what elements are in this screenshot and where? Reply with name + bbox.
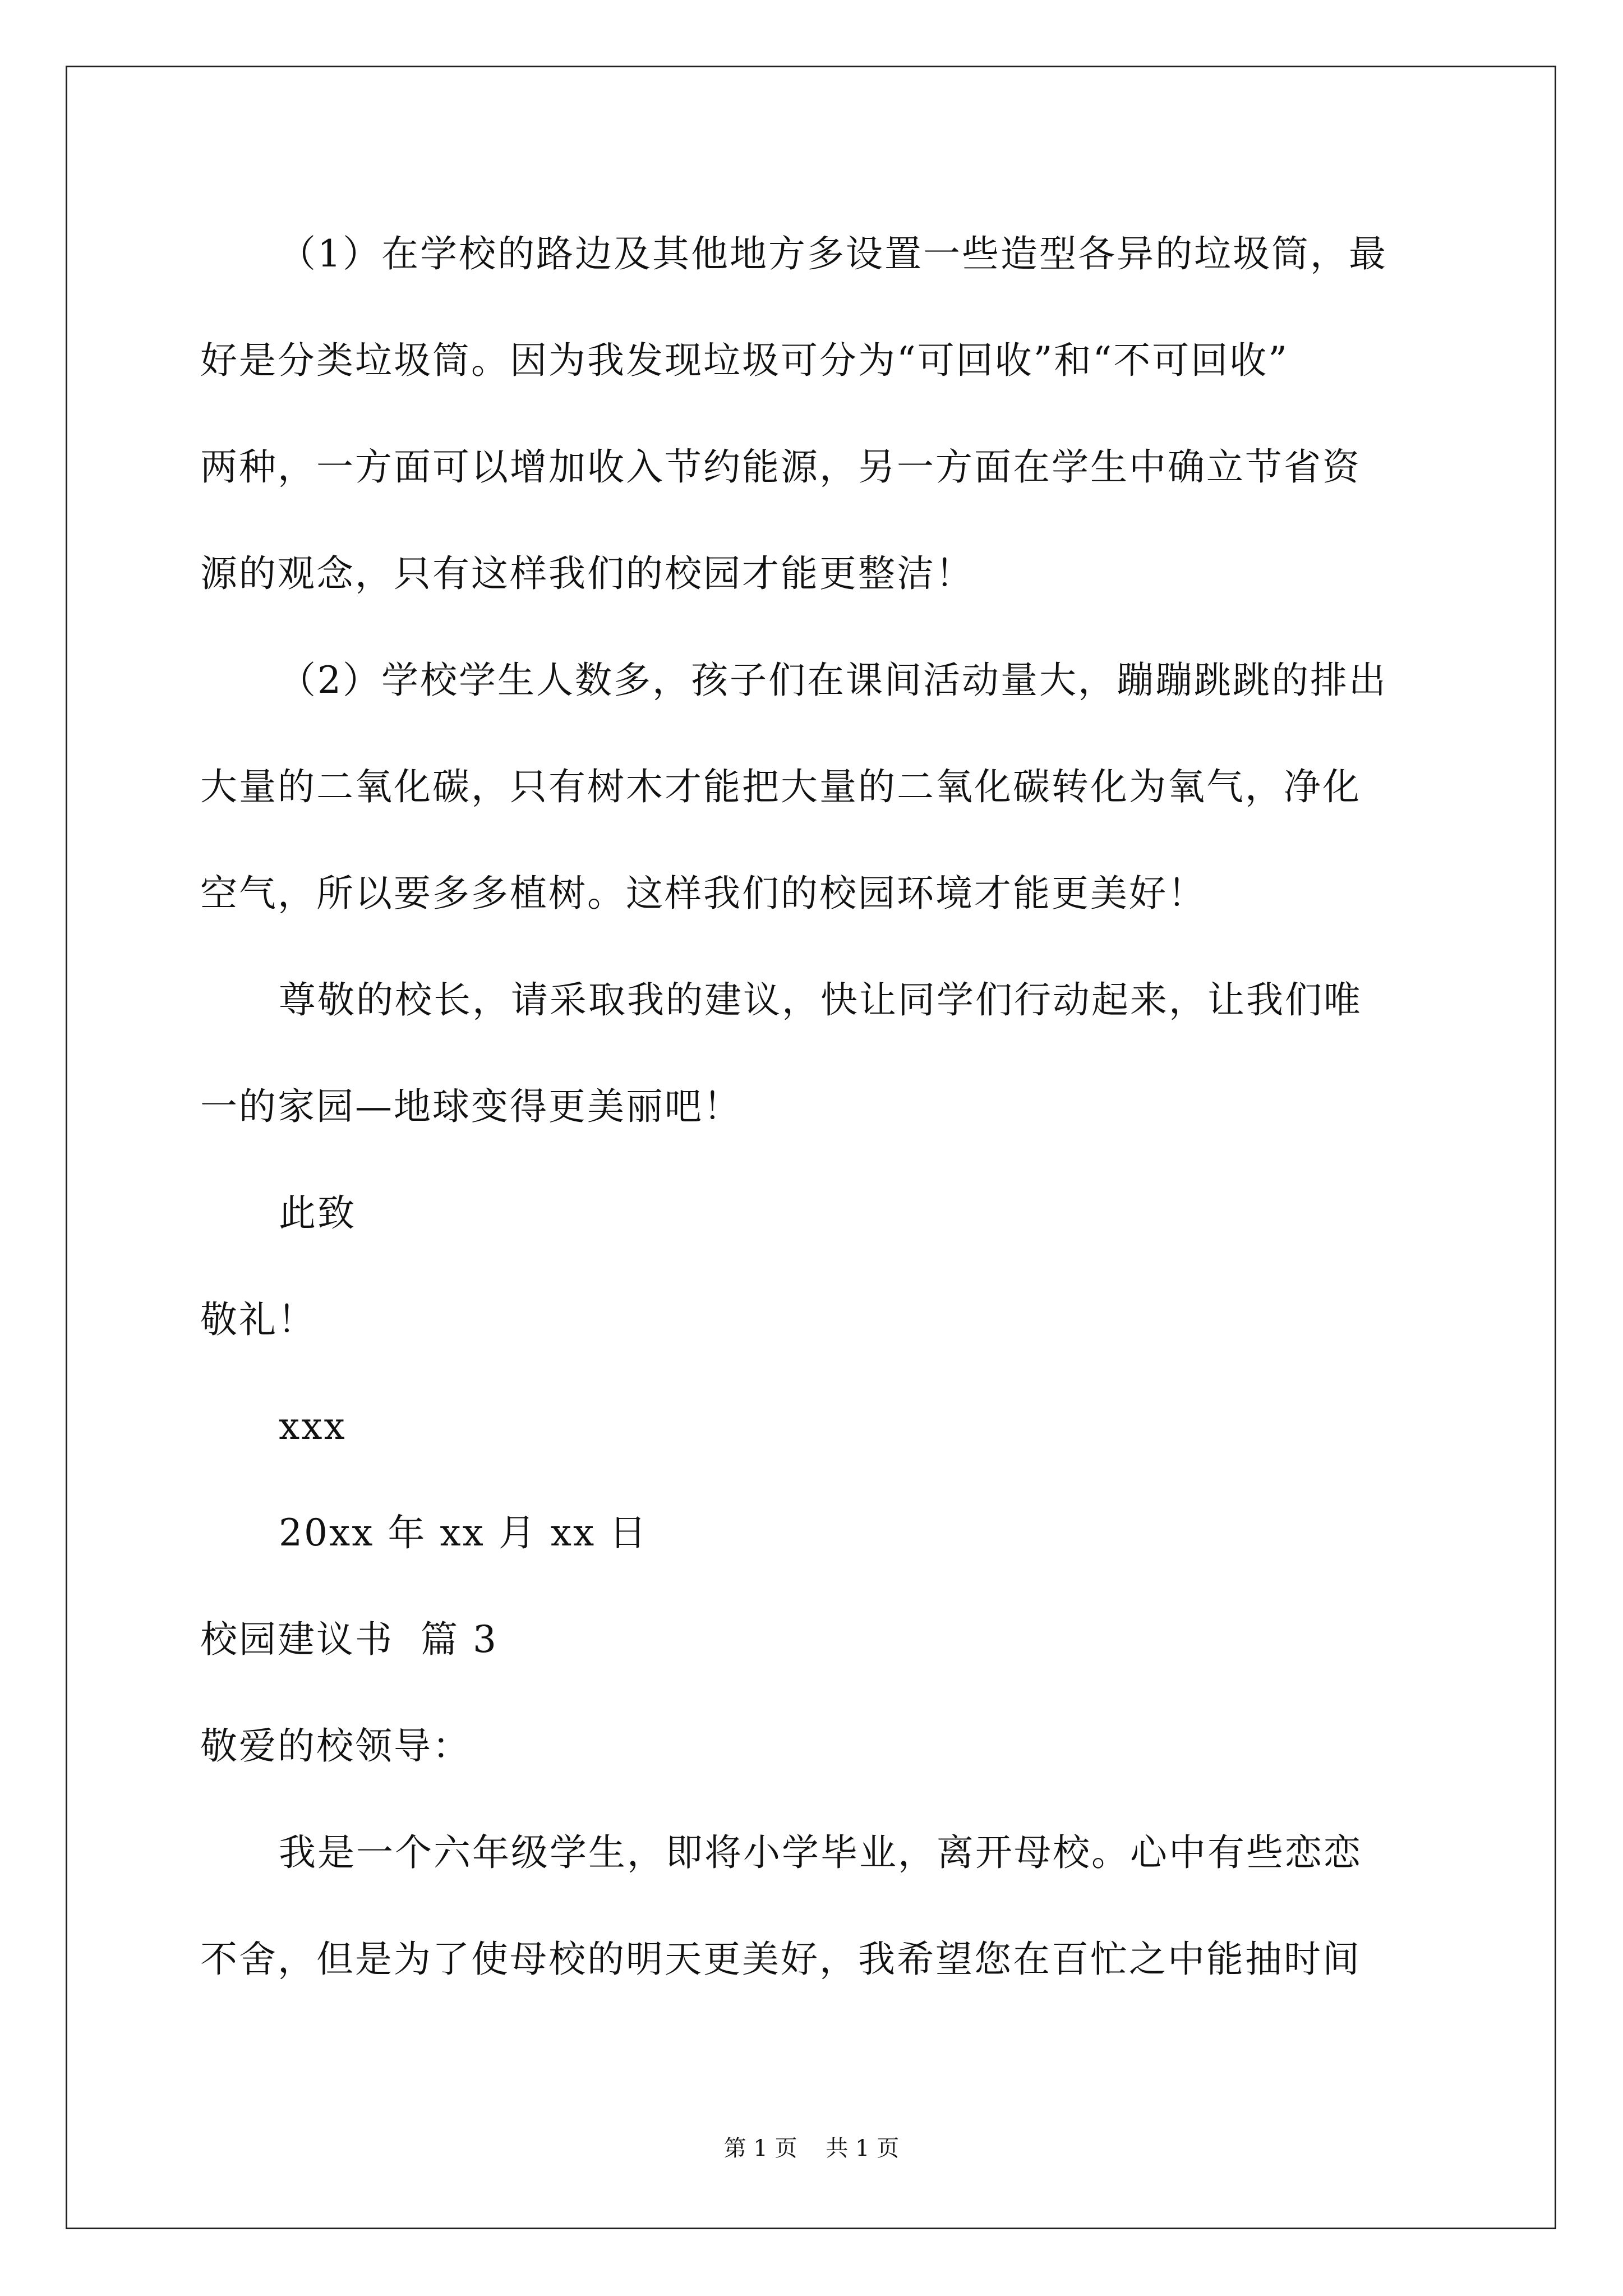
page-frame bbox=[66, 66, 1556, 2229]
salute-text: 敬礼！ bbox=[200, 1298, 316, 1341]
paragraph-1-line-3: 两种，一方面可以增加收入节约能源，另一方面在学生中确立节省资 bbox=[200, 445, 1361, 489]
paragraph-2-line-2: 大量的二氧化碳，只有树木才能把大量的二氧化碳转化为氧气，净化 bbox=[200, 765, 1361, 808]
last-paragraph-line-2: 不舍，但是为了使母校的明天更美好，我希望您在百忙之中能抽时间 bbox=[200, 1938, 1361, 1981]
signature-text: xxx bbox=[279, 1405, 347, 1448]
date-text: 20xx 年 xx 月 xx 日 bbox=[279, 1511, 648, 1554]
page-footer: 第 1 页 共 1 页 bbox=[723, 2136, 900, 2161]
paragraph-2-line-1: （2）学校学生人数多，孩子们在课间活动量大，蹦蹦跳跳的排出 bbox=[279, 659, 1387, 702]
paragraph-1-line-4: 源的观念，只有这样我们的校园才能更整洁！ bbox=[200, 552, 974, 595]
section-title: 校园建议书 篇 3 bbox=[200, 1618, 498, 1661]
paragraph-2-line-3: 空气，所以要多多植树。这样我们的校园环境才能更美好！ bbox=[200, 872, 1206, 915]
closing-text: 此致 bbox=[279, 1191, 356, 1235]
greeting-text: 敬爱的校领导： bbox=[200, 1724, 471, 1768]
paragraph-1-line-2: 好是分类垃圾筒。因为我发现垃圾可分为“可回收”和“不可回收” bbox=[200, 339, 1289, 382]
paragraph-1-line-1: （1）在学校的路边及其他地方多设置一些造型各异的垃圾筒，最 bbox=[279, 232, 1387, 275]
paragraph-3-line-2: 一的家园—地球变得更美丽吧！ bbox=[200, 1085, 742, 1128]
paragraph-3-line-1: 尊敬的校长，请采取我的建议，快让同学们行动起来，让我们唯 bbox=[279, 978, 1362, 1022]
last-paragraph-line-1: 我是一个六年级学生，即将小学毕业，离开母校。心中有些恋恋 bbox=[279, 1831, 1362, 1874]
